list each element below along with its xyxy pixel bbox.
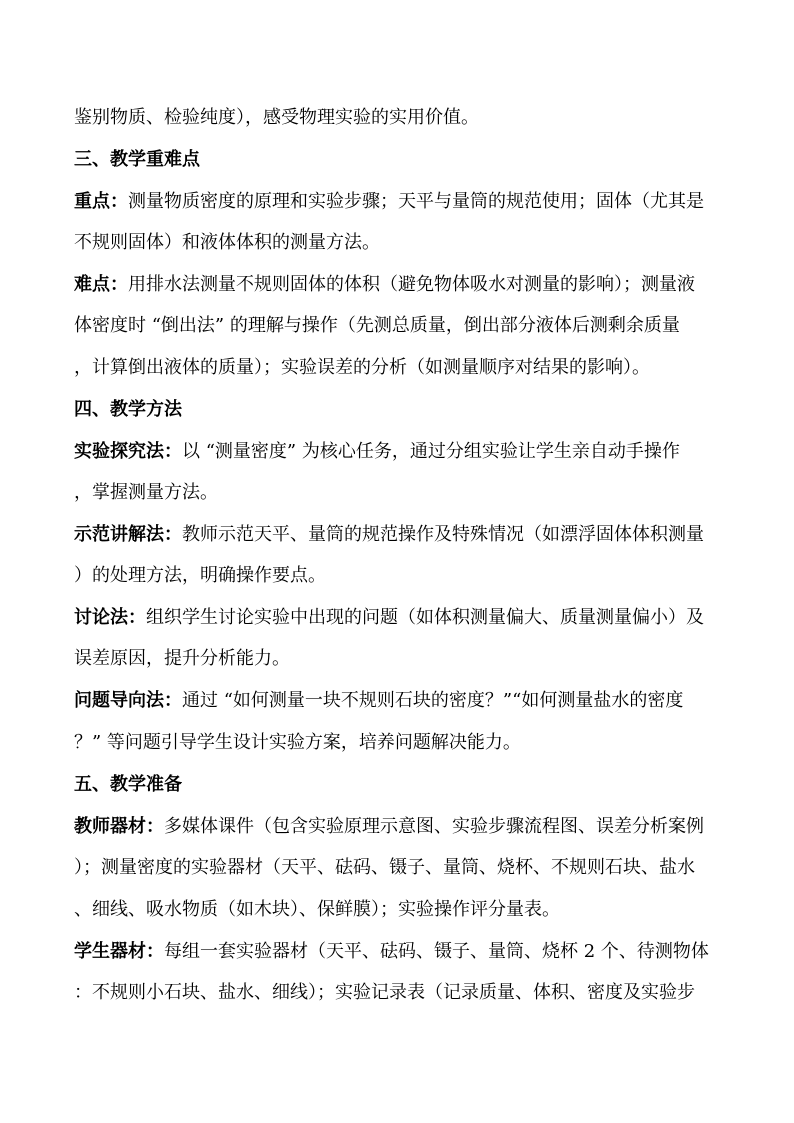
difficulties-line-1 <box>74 273 734 297</box>
method-2-text-2: ）的处理方法，明确操作要点。 <box>74 565 326 586</box>
method-1-label: 实验探究法： <box>74 441 182 462</box>
intro-tail-text: 鉴别物质、检验纯度），感受物理实验的实用价值。 <box>74 107 479 128</box>
method-2-line-1 <box>74 523 734 547</box>
method-2-line-2 <box>74 564 734 588</box>
teacher-materials-line-3 <box>74 898 734 922</box>
student-materials-text-1: 每组一套实验器材（天平、砝码、镊子、量筒、烧杯 2 个、待测物体 <box>164 941 709 962</box>
difficulties-text-3: ，计算倒出液体的质量）；实验误差的分析（如测量顺序对结果的影响）。 <box>74 357 650 378</box>
method-3-line-1 <box>74 606 734 630</box>
method-1-text-1: 以 “测量密度” 为核心任务，通过分组实验让学生亲自动手操作 <box>182 441 680 462</box>
difficulties-text-2: 体密度时 “倒出法” 的理解与操作（先测总质量，倒出部分液体后测剩余质量 <box>74 315 680 336</box>
section-4-heading: 四、教学方法 <box>74 399 182 420</box>
method-4-line-2 <box>74 731 734 755</box>
student-materials-line-2 <box>74 981 734 1005</box>
method-3-label: 讨论法： <box>74 607 146 628</box>
teacher-materials-text-2: ）；测量密度的实验器材（天平、砝码、镊子、量筒、烧杯、不规则石块、盐水 <box>74 857 695 878</box>
intro-tail-line <box>74 106 734 130</box>
student-materials-text-2: ：不规则小石块、盐水、细线）；实验记录表（记录质量、体积、密度及实验步 <box>74 982 695 1003</box>
teacher-materials-line-2 <box>74 856 734 880</box>
student-materials-label: 学生器材： <box>74 941 164 962</box>
difficulties-line-3 <box>74 356 734 380</box>
method-1-line-1 <box>74 440 734 464</box>
method-1-text-2: ，掌握测量方法。 <box>74 482 218 503</box>
method-3-line-2 <box>74 647 734 671</box>
method-2-label: 示范讲解法： <box>74 524 182 545</box>
method-1-line-2 <box>74 481 734 505</box>
teacher-materials-text-3: 、细线、吸水物质（如木块）、保鲜膜）；实验操作评分量表。 <box>74 899 560 920</box>
student-materials-line-1 <box>74 940 734 964</box>
key-points-text-2: 不规则固体）和液体体积的测量方法。 <box>74 232 380 253</box>
method-3-text-2: 误差原因，提升分析能力。 <box>74 648 290 669</box>
method-4-text-2: ？” 等问题引导学生设计实验方案，培养问题解决能力。 <box>74 732 521 753</box>
key-points-line-2 <box>74 231 734 255</box>
method-3-text-1: 组织学生讨论实验中出现的问题（如体积测量偏大、质量测量偏小）及 <box>146 607 704 628</box>
method-4-line-1 <box>74 689 734 713</box>
teacher-materials-line-1 <box>74 815 734 839</box>
teacher-materials-label: 教师器材： <box>74 816 164 837</box>
section-5-heading: 五、教学准备 <box>74 774 182 795</box>
section-3-heading: 三、教学重难点 <box>74 149 200 170</box>
difficulties-text-1: 用排水法测量不规则固体的体积（避免物体吸水对测量的影响）；测量液 <box>128 274 695 295</box>
key-points-line-1 <box>74 190 734 214</box>
difficulties-label: 难点： <box>74 274 128 295</box>
key-points-label: 重点： <box>74 191 128 212</box>
method-4-text-1: 通过 “如何测量一块不规则石块的密度？”“如何测量盐水的密度 <box>182 690 684 711</box>
key-points-text-1: 测量物质密度的原理和实验步骤；天平与量筒的规范使用；固体（尤其是 <box>128 191 704 212</box>
method-4-label: 问题导向法： <box>74 690 182 711</box>
difficulties-line-2 <box>74 314 734 338</box>
teacher-materials-text-1: 多媒体课件（包含实验原理示意图、实验步骤流程图、误差分析案例 <box>164 816 704 837</box>
method-2-text-1: 教师示范天平、量筒的规范操作及特殊情况（如漂浮固体体积测量 <box>182 524 704 545</box>
